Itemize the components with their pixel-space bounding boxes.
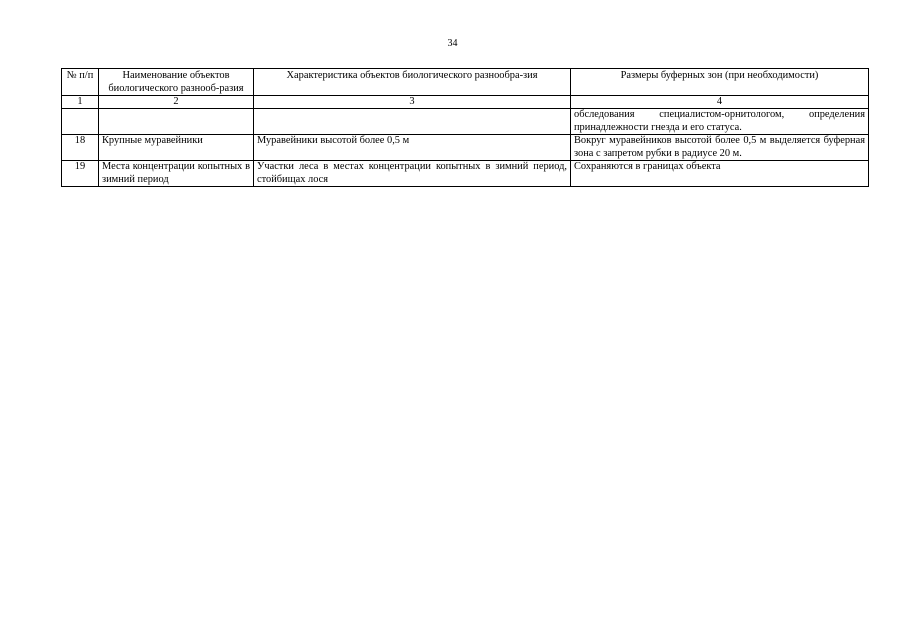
row-number: 18 [62,135,99,161]
row-characteristic [254,109,571,135]
table-row [62,161,869,187]
row-buffer-zone: Вокруг муравейников высотой более 0,5 м выделяется буферная зона с запретом рубки в радиусе 20 м. [571,135,869,161]
table-row [62,109,869,135]
header-buffer-zone: Размеры буферных зон (при необходимости) [571,69,869,96]
row-object-name: Крупные муравейники [99,135,254,161]
header-characteristic: Характеристика объектов биологического разнообра-зия [254,69,571,96]
table-index-row [62,96,869,109]
page-number: 34 [447,38,458,49]
biodiversity-table [61,68,869,187]
row-number [62,109,99,135]
column-index: 3 [254,96,571,109]
row-object-name [99,109,254,135]
column-index: 4 [571,96,869,109]
table-row [62,135,869,161]
row-buffer-zone: обследования специалистом-орнитологом, определения принадлежности гнезда и его статуса. [571,109,869,135]
column-index: 2 [99,96,254,109]
column-index: 1 [62,96,99,109]
table-header-row [62,69,869,96]
header-object-name: Наименование объектов биологического разнооб-разия [99,69,254,96]
header-number: № п/п [62,69,99,96]
row-characteristic: Муравейники высотой более 0,5 м [254,135,571,161]
row-buffer-zone: Сохраняются в границах объекта [571,161,869,187]
row-number: 19 [62,161,99,187]
row-object-name: Места концентрации копытных в зимний период [99,161,254,187]
row-characteristic: Участки леса в местах концентрации копытных в зимний период, стойбищах лося [254,161,571,187]
